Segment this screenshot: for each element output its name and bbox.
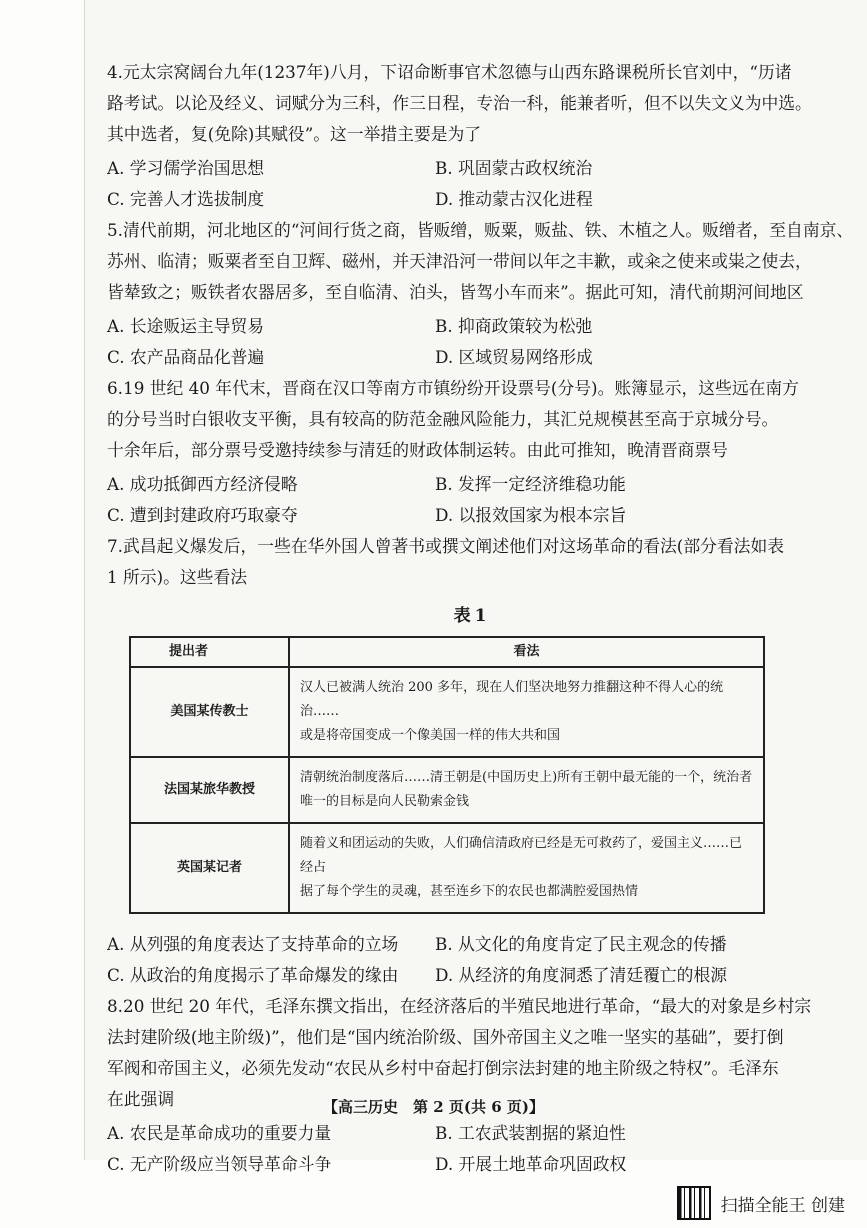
question-text-line: 十余年后，部分票号受邀持续参与清廷的财政体制运转。由此可推知，晚清晋商票号 [107,440,728,460]
option-b: B. 抑商政策较为松弛 [435,316,593,336]
question-text-line: 在此强调 [107,1089,175,1109]
view-cell [289,823,764,913]
question-text-line: 4.元太宗窝阔台九年(1237年)八月，下诏命断事官术忽德与山西东路课税所长官刘中，“历诸 [107,62,792,82]
question-text-line: 6.19 世纪 40 年代末，晋商在汉口等南方市镇纷纷开设票号(分号)。账簿显示，这些远在南方 [107,378,799,398]
question-6 [107,378,837,460]
option-c: C. 遭到封建政府巧取豪夺 [107,505,298,525]
question-8-options [107,1123,837,1174]
question-text-line: 的分号当时白银收支平衡，具有较高的防范金融风险能力，其汇兑规模甚至高于京城分号。 [107,409,779,429]
view-line: 唯一的目标是向人民勒索金钱 [300,794,470,809]
question-text-line: 8.20 世纪 20 年代，毛泽东撰文指出，在经济落后的半殖民地进行革命，“最大的对象是乡村宗 [107,996,812,1016]
view-cell [289,667,764,757]
option-d: D. 推动蒙古汉化进程 [435,189,593,209]
question-5-options [107,316,837,367]
question-text-line: 苏州、临清；贩粟者至自卫辉、磁州，并天津沿河一带间以年之丰歉，或籴之使来或粜之使去， [107,251,812,271]
opinions-table [129,636,765,914]
table-header-row [130,637,764,667]
table-title: 表1 [453,606,491,626]
question-text-line: 其中选者，复(免除)其赋役”。这一举措主要是为了 [107,124,482,144]
question-text-line: 路考试。以论及经义、词赋分为三科，作三日程，专治一科，能兼者听，但不以失文义为中选。 [107,93,812,113]
option-a: A. 农民是革命成功的重要力量 [107,1123,332,1143]
option-b: B. 巩固蒙古政权统治 [435,158,593,178]
option-b: B. 从文化的角度肯定了民主观念的传播 [435,934,727,954]
scanner-watermark [677,1186,845,1220]
table-row [130,667,764,757]
question-text-line: 法封建阶级(地主阶级)”，他们是“国内统治阶级、国外帝国主义之唯一坚实的基础”，要打倒 [107,1027,784,1047]
proposer-cell: 英国某记者 [130,823,289,913]
view-line: 汉人已被满人统治 200 多年，现在人们坚决地努力推翻这种不得人心的统治…… [300,680,724,719]
option-b: B. 工农武装割据的紧迫性 [435,1123,626,1143]
qr-code-icon [677,1186,711,1220]
option-d: D. 从经济的角度洞悉了清廷覆亡的根源 [435,965,728,985]
question-7 [107,536,837,587]
option-c: C. 无产阶级应当领导革命斗争 [107,1154,332,1174]
question-8 [107,996,837,1109]
option-c: C. 农产品商品化普遍 [107,347,265,367]
option-b: B. 发挥一定经济维稳功能 [435,474,626,494]
question-text-line: 1 所示)。这些看法 [107,567,248,587]
view-line: 随着义和团运动的失败，人们确信清政府已经是无可救药了，爱国主义……已经占 [300,836,743,875]
question-7-options [107,934,837,985]
question-text-line: 军阀和帝国主义，必须先发动“农民从乡村中奋起打倒宗法封建的地主阶级之特权”。毛泽东 [107,1058,779,1078]
view-line: 或是将帝国变成一个像美国一样的伟大共和国 [300,728,561,743]
option-c: C. 完善人才选拔制度 [107,189,265,209]
column-header-view: 看法 [289,637,764,667]
question-4 [107,62,837,144]
proposer-cell: 法国某旅华教授 [130,757,289,823]
question-text-line: 皆辇致之；贩铁者农器居多，至自临清、泊头，皆驾小车而来”。据此可知，清代前期河间地区 [107,282,804,302]
proposer-cell: 美国某传教士 [130,667,289,757]
option-d: D. 以报效国家为根本宗旨 [435,505,627,525]
option-d: D. 区域贸易网络形成 [435,347,593,367]
table-row [130,757,764,823]
question-text-line: 7.武昌起义爆发后，一些在华外国人曾著书或撰文阐述他们对这场革命的看法(部分看法如表 [107,536,785,556]
question-4-options [107,158,837,209]
option-c: C. 从政治的角度揭示了革命爆发的缘由 [107,965,399,985]
table-row [130,823,764,913]
option-a: A. 从列强的角度表达了支持革命的立场 [107,934,399,954]
option-a: A. 长途贩运主导贸易 [107,316,265,336]
scanner-label: 扫描全能王 创建 [720,1195,845,1216]
question-5 [107,220,854,302]
page-footer: 【高三历史 第 2 页(共 6 页)】 [323,1098,544,1116]
question-6-options [107,474,837,525]
exam-content [107,62,854,1185]
view-line: 据了每个学生的灵魂，甚至连乡下的农民也都满腔爱国热情 [300,884,639,899]
column-header-proposer: 提出者 [130,637,289,667]
option-d: D. 开展土地革命巩固政权 [435,1154,627,1174]
view-cell [289,757,764,823]
question-text-line: 5.清代前期，河北地区的“河间行货之商，皆贩缯，贩粟，贩盐、铁、木植之人。贩缯者，至自南京、 [107,220,854,240]
view-line: 清朝统治制度落后……清王朝是(中国历史上)所有王朝中最无能的一个，统治者 [300,770,753,785]
option-a: A. 学习儒学治国思想 [107,158,265,178]
option-a: A. 成功抵御西方经济侵略 [107,474,298,494]
